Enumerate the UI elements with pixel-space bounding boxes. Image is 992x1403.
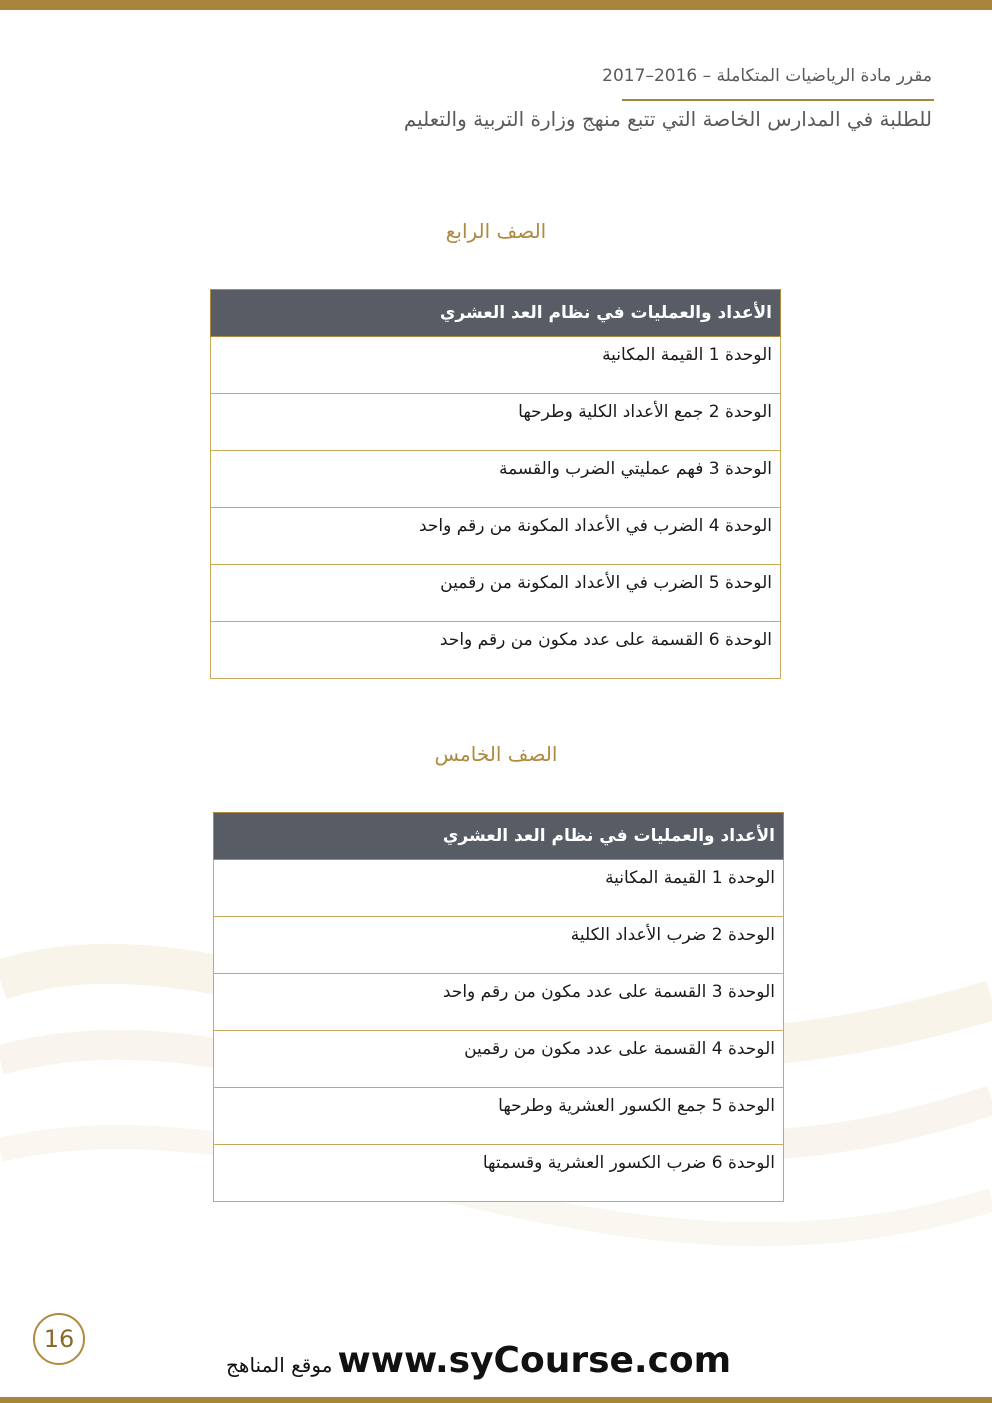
unit-cell: الوحدة 4 الضرب في الأعداد المكونة من رقم واحد — [211, 508, 781, 565]
section-title-grade-4: الصف الرابع — [445, 219, 547, 243]
table-header: الأعداد والعمليات في نظام العد العشري — [211, 290, 781, 337]
table-row — [214, 860, 784, 917]
unit-cell: الوحدة 1 القيمة المكانية — [214, 860, 784, 917]
course-title: مقرر مادة الرياضيات المتكاملة – 2016–2017 — [602, 66, 932, 86]
table-row — [214, 917, 784, 974]
table-row — [211, 394, 781, 451]
site-label: موقع المناهج — [226, 1353, 333, 1377]
units-table-grade-5 — [213, 812, 784, 1202]
footer-site — [220, 1340, 731, 1381]
table-row — [214, 1088, 784, 1145]
bottom-border-bar — [0, 1397, 992, 1403]
table-row — [211, 337, 781, 394]
units-table-grade-4 — [210, 289, 781, 679]
site-url[interactable]: www.syCourse.com — [337, 1340, 732, 1381]
unit-cell: الوحدة 6 ضرب الكسور العشرية وقسمتها — [214, 1145, 784, 1202]
unit-cell: الوحدة 5 جمع الكسور العشرية وطرحها — [214, 1088, 784, 1145]
table-header: الأعداد والعمليات في نظام العد العشري — [214, 813, 784, 860]
table-row — [211, 451, 781, 508]
unit-cell: الوحدة 3 القسمة على عدد مكون من رقم واحد — [214, 974, 784, 1031]
table-row — [214, 1031, 784, 1088]
unit-cell: الوحدة 4 القسمة على عدد مكون من رقمين — [214, 1031, 784, 1088]
course-subtitle: للطلبة في المدارس الخاصة التي تتبع منهج وزارة التربية والتعليم — [403, 107, 932, 131]
header-divider — [622, 99, 934, 101]
unit-cell: الوحدة 3 فهم عمليتي الضرب والقسمة — [211, 451, 781, 508]
unit-cell: الوحدة 1 القيمة المكانية — [211, 337, 781, 394]
page-number: 16 — [33, 1313, 85, 1365]
unit-cell: الوحدة 2 جمع الأعداد الكلية وطرحها — [211, 394, 781, 451]
table-row — [211, 565, 781, 622]
table-row — [211, 508, 781, 565]
table-row — [214, 1145, 784, 1202]
unit-cell: الوحدة 6 القسمة على عدد مكون من رقم واحد — [211, 622, 781, 679]
table-row — [214, 974, 784, 1031]
unit-cell: الوحدة 5 الضرب في الأعداد المكونة من رقمين — [211, 565, 781, 622]
unit-cell: الوحدة 2 ضرب الأعداد الكلية — [214, 917, 784, 974]
table-row — [211, 622, 781, 679]
section-title-grade-5: الصف الخامس — [434, 742, 558, 766]
